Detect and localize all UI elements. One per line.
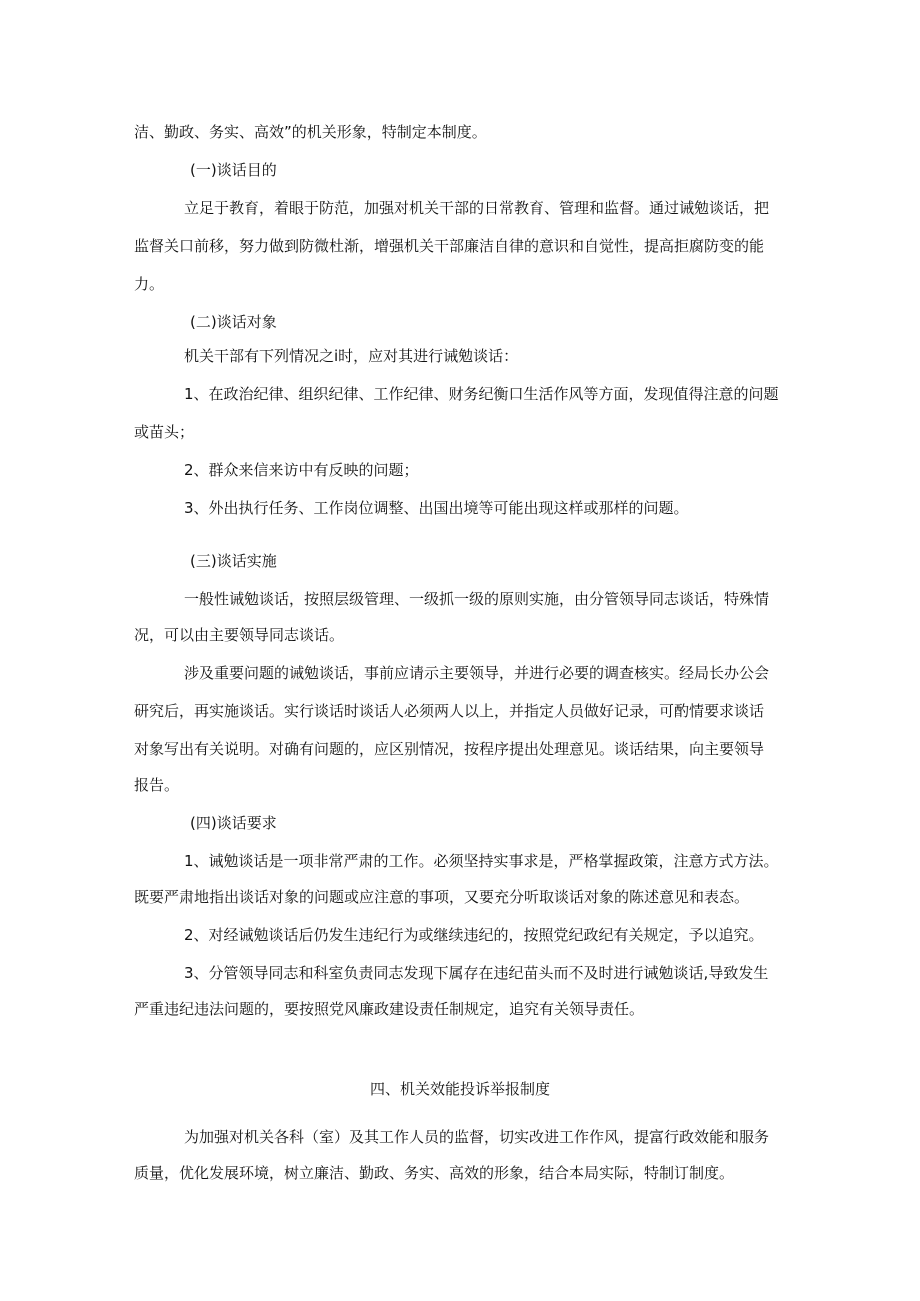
paragraph-line: 洁、勤政、务实、高效”的机关形象，特制定本制度。 bbox=[134, 123, 487, 141]
paragraph-line: 质量，优化发展环境，树立廉洁、勤政、务实、高效的形象，结合本局实际，特制订制度。 bbox=[134, 1164, 735, 1182]
paragraph-line: 既要严肃地指出谈话对象的问题或应注意的事项，又要充分听取谈话对象的陈述意见和表态。 bbox=[134, 888, 750, 906]
list-item: 2、对经诫勉谈话后仍发生违纪行为或继续违纪的，按照党纪政纪有关规定，予以追究。 bbox=[184, 926, 764, 944]
paragraph-line: 涉及重要问题的诫勉谈话，事前应请示主要领导，并进行必要的调查核实。经局长办公会 bbox=[184, 664, 770, 682]
paragraph-line: 严重违纪违法问题的，要按照党风廉政建设责任制规定，追究有关领导责任。 bbox=[134, 1000, 645, 1018]
section-heading: (三)谈话实施 bbox=[190, 552, 277, 570]
section-title: 四、机关效能投诉举报制度 bbox=[369, 1080, 550, 1098]
list-item: 3、分管领导同志和科室负责同志发现下属存在违纪苗头而不及时进行诫勉谈话,导致发生 bbox=[184, 964, 769, 982]
paragraph-line: 一般性诫勉谈话，按照层级管理、一级抓一级的原则实施，由分管领导同志谈话，特殊情 bbox=[184, 590, 770, 608]
list-item: 1、诫勉谈话是一项非常严肃的工作。必须坚持实事求是，严格掌握政策，注意方式方法。 bbox=[184, 852, 779, 870]
paragraph-line: 机关干部有下列情况之ⅰ时，应对其进行诫勉谈话： bbox=[184, 347, 519, 365]
paragraph-line: 研究后，再实施谈话。实行谈话时谈话人必须两人以上，并指定人员做好记录，可酌情要求谈话 bbox=[134, 702, 765, 720]
paragraph-line: 或苗头； bbox=[134, 423, 195, 441]
paragraph-line: 监督关口前移，努力做到防微杜渐，增强机关干部廉洁自律的意识和自觉性，提高拒腐防变的能 bbox=[134, 237, 765, 255]
list-item: 1、在政治纪律、组织纪律、工作纪律、财务纪衡口生活作风等方面，发现值得注意的问题 bbox=[184, 385, 779, 403]
section-heading: (一)谈话目的 bbox=[190, 161, 277, 179]
list-item: 3、外出执行任务、工作岗位调整、出国出境等可能出现这样或那样的问题。 bbox=[184, 499, 689, 517]
paragraph-line: 力。 bbox=[134, 275, 165, 293]
paragraph-line: 立足于教育，着眼于防范，加强对机关干部的日常教育、管理和监督。通过诫勉谈话，把 bbox=[184, 199, 770, 217]
paragraph-line: 况，可以由主要领导同志谈话。 bbox=[134, 626, 345, 644]
paragraph-line: 为加强对机关各科（室）及其工作人员的监督，切实改进工作作风，提富行政效能和服务 bbox=[184, 1128, 770, 1146]
section-heading: (二)谈话对象 bbox=[190, 313, 277, 331]
section-heading: (四)谈话要求 bbox=[190, 814, 277, 832]
paragraph-line: 报告。 bbox=[134, 776, 180, 794]
list-item: 2、群众来信来访中有反映的问题； bbox=[184, 461, 419, 479]
paragraph-line: 对象写出有关说明。对确有问题的，应区别情况，按程序提出处理意见。谈话结果，向主要领导 bbox=[134, 740, 765, 758]
